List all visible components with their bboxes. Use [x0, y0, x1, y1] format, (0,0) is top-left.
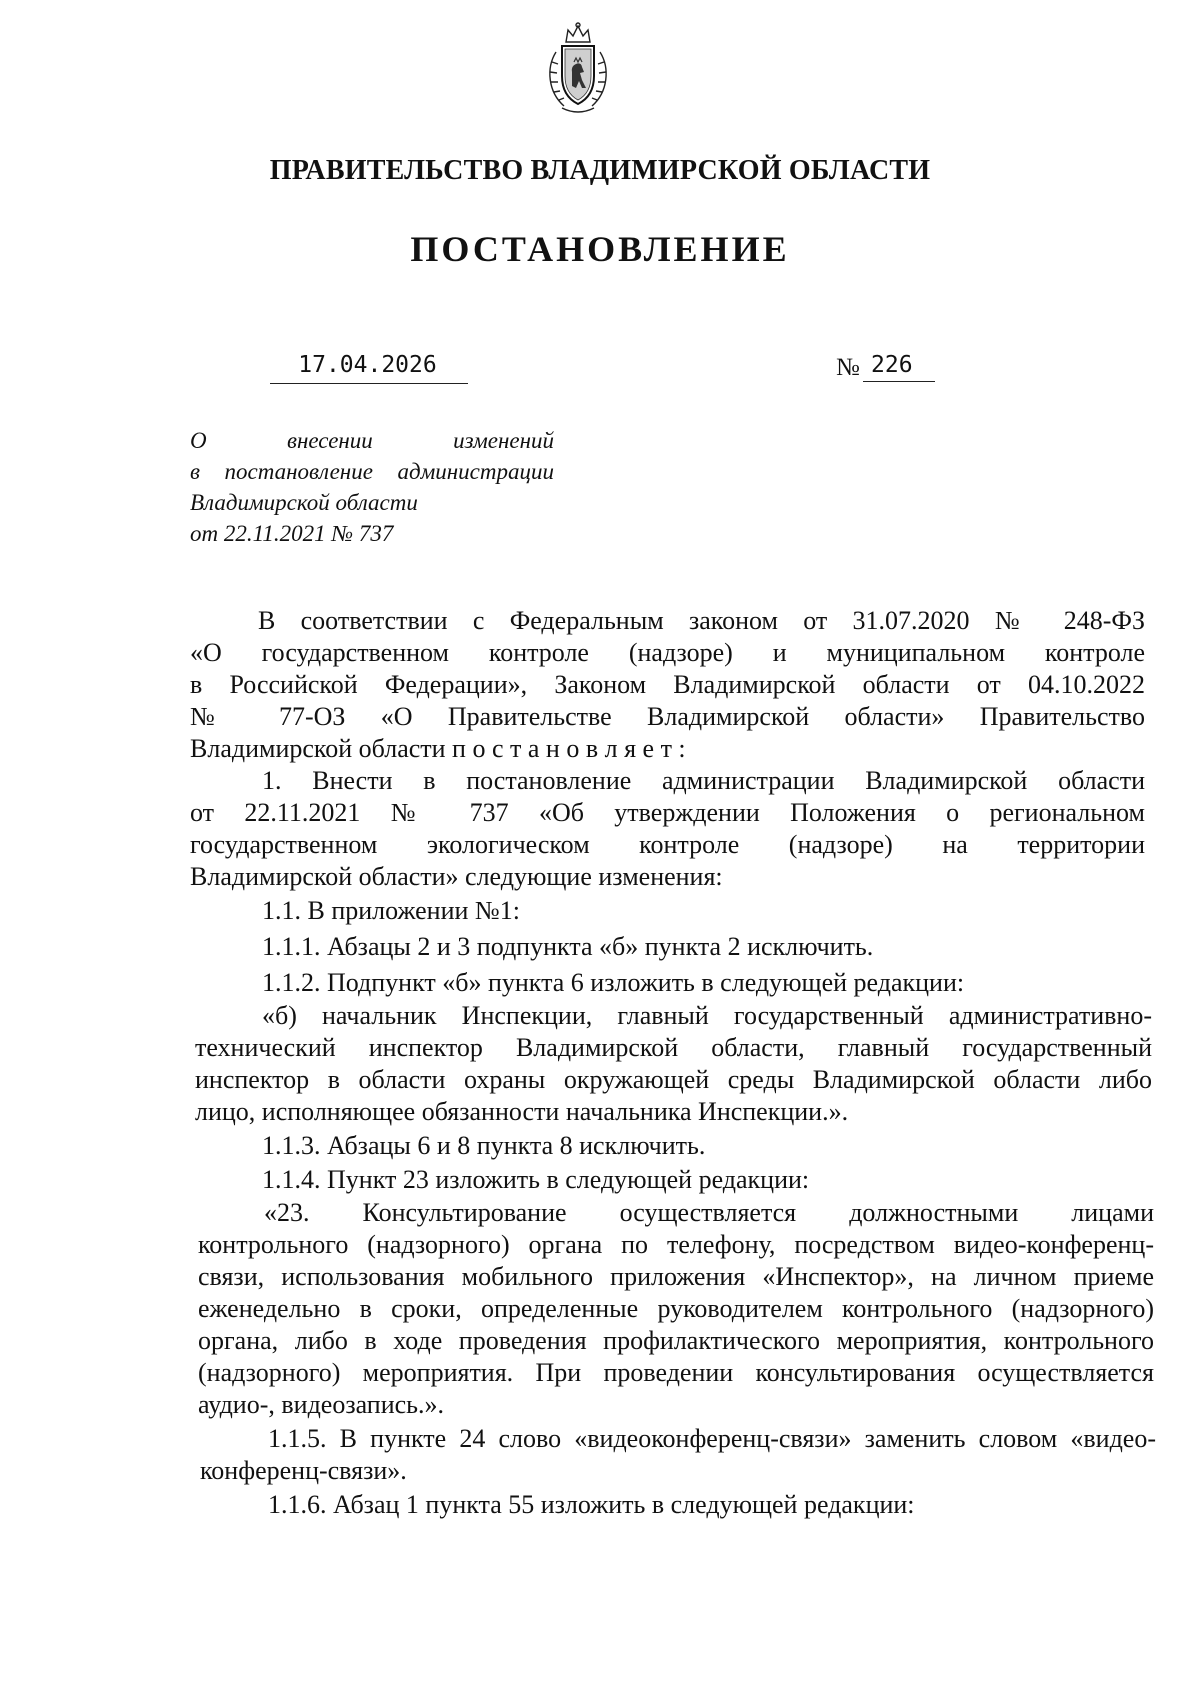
body-line: лицо, исполняющее обязанности начальника Инспекции.». — [195, 1097, 849, 1126]
document-number: 226 — [871, 352, 913, 378]
body-line: от 22.11.2021 № 737 «Об утверждении Положения о региональном — [190, 798, 1145, 827]
body-line: еженедельно в сроки, определенные руководителем контрольного (надзорного) — [198, 1294, 1154, 1323]
body-line: конференц-связи». — [200, 1456, 407, 1485]
body-line: 1.1. В приложении №1: — [262, 896, 520, 925]
body-line: государственном экологическом контроле (надзоре) на территории — [190, 830, 1145, 859]
subject-line: Владимирской области — [190, 490, 418, 515]
number-sign: № — [836, 354, 860, 381]
body-line: (надзорного) мероприятия. При проведении консультирования осуществляется — [198, 1358, 1154, 1387]
body-line: № 77-ОЗ «О Правительстве Владимирской области» Правительство — [190, 702, 1145, 731]
body-line: «23. Консультирование осуществляется должностными лицами — [264, 1198, 1154, 1227]
body-line: аудио-, видеозапись.». — [198, 1390, 445, 1419]
date-underline — [270, 383, 468, 384]
subject-line: в постановление администрации — [190, 459, 554, 484]
organization-title: ПРАВИТЕЛЬСТВО ВЛАДИМИРСКОЙ ОБЛАСТИ — [269, 155, 931, 186]
body-line: в Российской Федерации», Законом Владимирской области от 04.10.2022 — [190, 670, 1145, 699]
body-line: инспектор в области охраны окружающей среды Владимирской области либо — [195, 1065, 1152, 1094]
body-line: «О государственном контроле (надзоре) и муниципальном контроле — [190, 638, 1145, 667]
subject-line: О внесении изменений — [190, 428, 554, 453]
body-line: контрольного (надзорного) органа по телефону, посредством видео-конференц- — [198, 1230, 1154, 1259]
body-line: Владимирской области» следующие изменения: — [190, 862, 723, 891]
coat-of-arms-emblem — [542, 22, 614, 118]
body-line: связи, использования мобильного приложения «Инспектор», на личном приеме — [198, 1262, 1154, 1291]
body-line: 1.1.1. Абзацы 2 и 3 подпункта «б» пункта 2 исключить. — [262, 932, 874, 961]
subject-line: от 22.11.2021 № 737 — [190, 521, 394, 546]
document-date: 17.04.2026 — [298, 352, 437, 378]
body-line: 1.1.2. Подпункт «б» пункта 6 изложить в следующей редакции: — [262, 968, 965, 997]
body-line: технический инспектор Владимирской области, главный государственный — [195, 1033, 1152, 1062]
number-underline — [863, 381, 935, 382]
body-line: «б) начальник Инспекции, главный государственный административно- — [262, 1001, 1152, 1030]
document-type-title: ПОСТАНОВЛЕНИЕ — [410, 229, 790, 269]
document-subject — [190, 425, 554, 549]
body-line: Владимирской области п о с т а н о в л я е т : — [190, 734, 686, 763]
body-line: 1.1.3. Абзацы 6 и 8 пункта 8 исключить. — [262, 1131, 706, 1160]
body-line: 1.1.5. В пункте 24 слово «видеоконференц-связи» заменить словом «видео- — [268, 1424, 1156, 1453]
body-line: 1.1.6. Абзац 1 пункта 55 изложить в следующей редакции: — [268, 1490, 915, 1519]
body-line: органа, либо в ходе проведения профилактического мероприятия, контрольного — [198, 1326, 1154, 1355]
body-line: 1. Внести в постановление администрации Владимирской области — [262, 766, 1145, 795]
body-line: В соответствии с Федеральным законом от 31.07.2020 № 248-ФЗ — [258, 606, 1145, 635]
body-line: 1.1.4. Пункт 23 изложить в следующей редакции: — [262, 1165, 810, 1194]
